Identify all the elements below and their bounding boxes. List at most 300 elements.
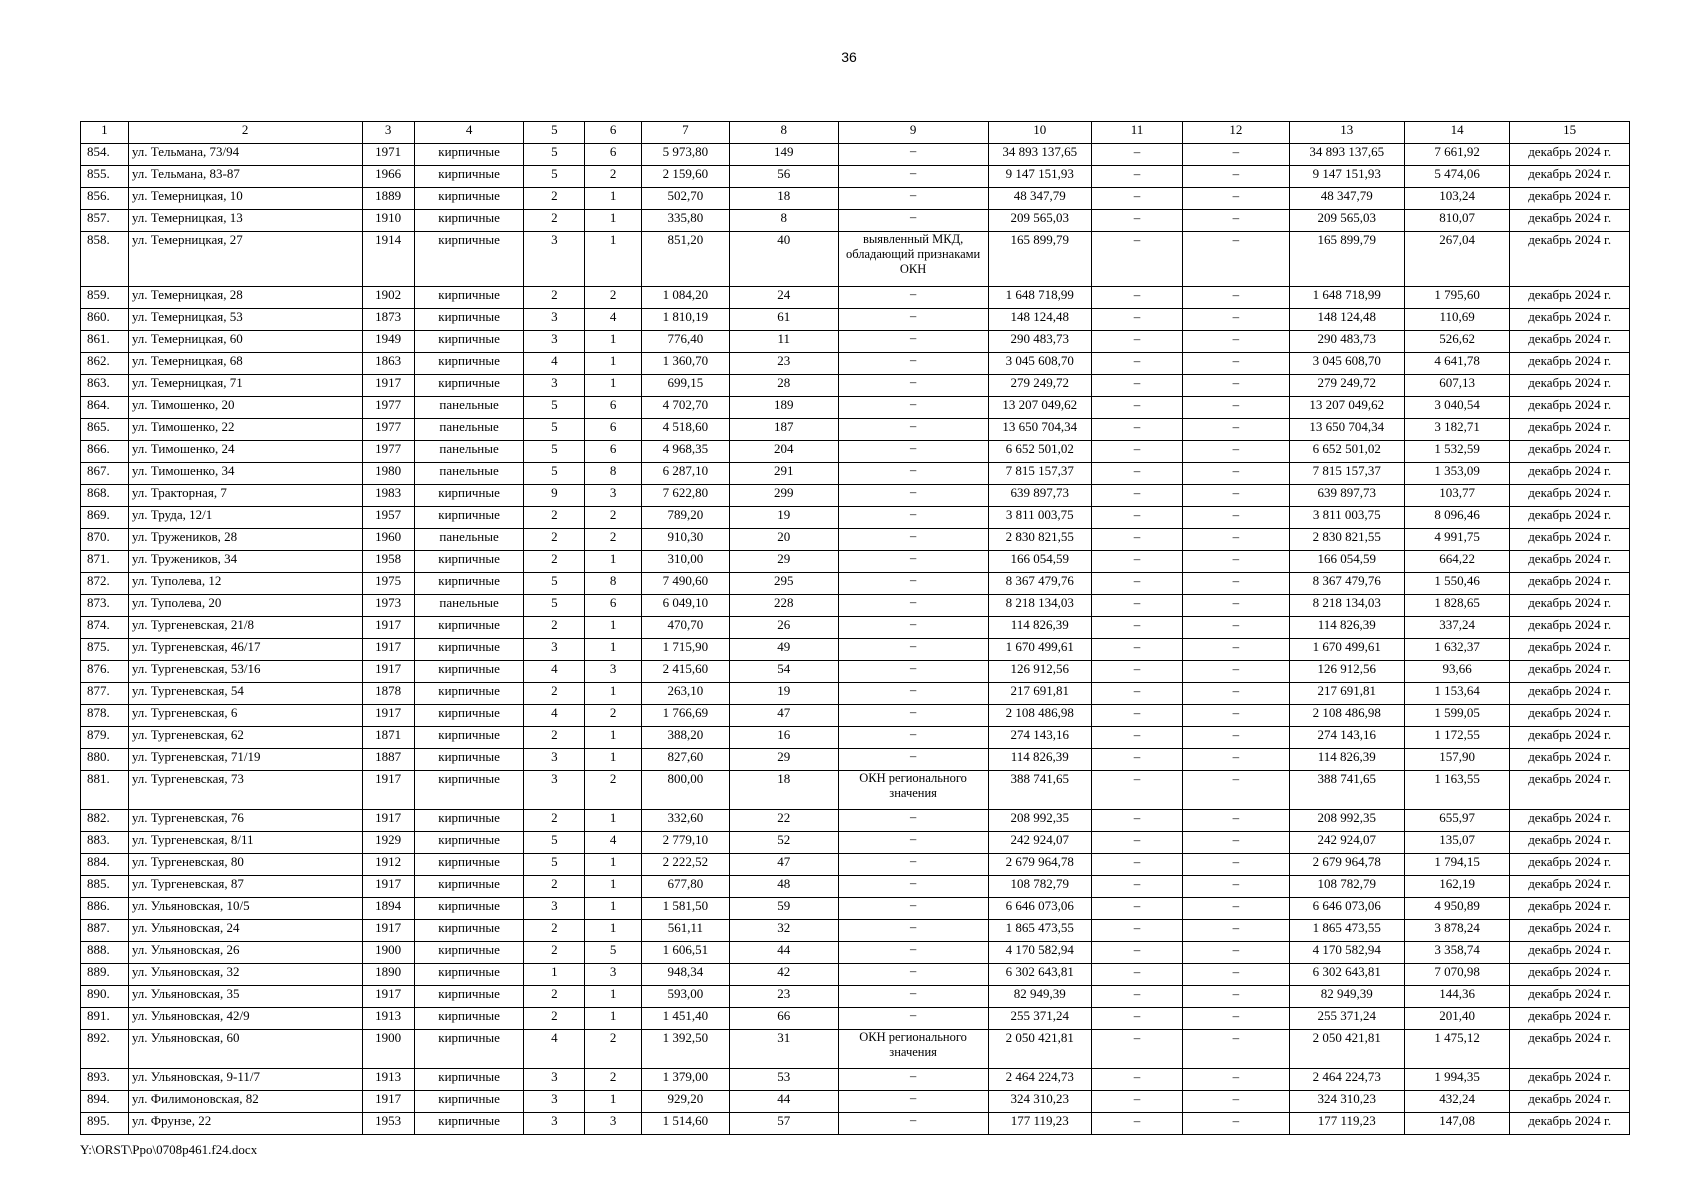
table-cell: 2 464 224,73 xyxy=(1289,1069,1404,1091)
table-cell: 892. xyxy=(81,1030,129,1069)
table-cell: кирпичные xyxy=(414,331,524,353)
table-cell: 910,30 xyxy=(641,529,729,551)
table-cell: – xyxy=(1091,419,1182,441)
column-header: 4 xyxy=(414,122,524,144)
table-cell: 1953 xyxy=(362,1113,414,1135)
table-cell: 1 xyxy=(585,876,642,898)
table-cell: выявленный МКД, обладающий признаками ОКН xyxy=(838,232,988,287)
table-cell: 52 xyxy=(729,832,838,854)
table-cell: 2 830 821,55 xyxy=(988,529,1091,551)
table-cell: декабрь 2024 г. xyxy=(1510,144,1630,166)
table-cell: 337,24 xyxy=(1404,617,1509,639)
table-cell: 110,69 xyxy=(1404,309,1509,331)
table-cell: ул. Ульяновская, 26 xyxy=(128,942,362,964)
table-cell: – xyxy=(1183,1030,1290,1069)
table-cell: 2 xyxy=(585,1030,642,1069)
table-cell: 19 xyxy=(729,507,838,529)
table-cell: 3 182,71 xyxy=(1404,419,1509,441)
table-cell: – xyxy=(838,942,988,964)
table-cell: 867. xyxy=(81,463,129,485)
table-cell: – xyxy=(1183,1069,1290,1091)
table-cell: ул. Тимошенко, 24 xyxy=(128,441,362,463)
table-cell: 871. xyxy=(81,551,129,573)
table-cell: – xyxy=(838,964,988,986)
table-cell: 255 371,24 xyxy=(988,1008,1091,1030)
table-cell: 1980 xyxy=(362,463,414,485)
table-row xyxy=(81,353,1630,375)
table-cell: 4 968,35 xyxy=(641,441,729,463)
table-cell: 866. xyxy=(81,441,129,463)
table-cell: 23 xyxy=(729,986,838,1008)
table-cell: 1 xyxy=(585,353,642,375)
table-cell: 103,24 xyxy=(1404,188,1509,210)
table-cell: 2 108 486,98 xyxy=(1289,705,1404,727)
table-cell: 1 xyxy=(585,375,642,397)
column-header: 13 xyxy=(1289,122,1404,144)
table-cell: декабрь 2024 г. xyxy=(1510,771,1630,810)
table-cell: 1 766,69 xyxy=(641,705,729,727)
table-cell: 13 207 049,62 xyxy=(1289,397,1404,419)
table-cell: 639 897,73 xyxy=(988,485,1091,507)
table-cell: 1 163,55 xyxy=(1404,771,1509,810)
table-cell: – xyxy=(1183,441,1290,463)
table-cell: – xyxy=(1183,727,1290,749)
table-cell: 13 207 049,62 xyxy=(988,397,1091,419)
table-cell: – xyxy=(1091,639,1182,661)
table-cell: 126 912,56 xyxy=(1289,661,1404,683)
table-cell: 2 xyxy=(585,507,642,529)
table-cell: 699,15 xyxy=(641,375,729,397)
table-cell: панельные xyxy=(414,463,524,485)
table-cell: 189 xyxy=(729,397,838,419)
table-cell: – xyxy=(1091,573,1182,595)
table-cell: ул. Темерницкая, 60 xyxy=(128,331,362,353)
table-cell: 332,60 xyxy=(641,810,729,832)
table-cell: 114 826,39 xyxy=(1289,749,1404,771)
table-cell: 1863 xyxy=(362,353,414,375)
table-cell: – xyxy=(1091,617,1182,639)
table-cell: 1 xyxy=(585,727,642,749)
table-cell: 3 xyxy=(524,1069,585,1091)
table-cell: 3 xyxy=(524,771,585,810)
table-cell: – xyxy=(1183,485,1290,507)
table-cell: 864. xyxy=(81,397,129,419)
table-cell: – xyxy=(1091,942,1182,964)
column-header: 10 xyxy=(988,122,1091,144)
table-cell: ул. Ульяновская, 60 xyxy=(128,1030,362,1069)
table-cell: 561,11 xyxy=(641,920,729,942)
table-cell: ОКН регионального значения xyxy=(838,1030,988,1069)
table-cell: 895. xyxy=(81,1113,129,1135)
table-cell: 2 679 964,78 xyxy=(1289,854,1404,876)
table-cell: 204 xyxy=(729,441,838,463)
table-cell: 1873 xyxy=(362,309,414,331)
table-cell: 3 xyxy=(524,309,585,331)
table-cell: – xyxy=(838,166,988,188)
table-cell: панельные xyxy=(414,595,524,617)
table-cell: 5 973,80 xyxy=(641,144,729,166)
table-cell: 8 xyxy=(585,573,642,595)
table-row xyxy=(81,876,1630,898)
table-cell: – xyxy=(838,705,988,727)
table-cell: 1957 xyxy=(362,507,414,529)
table-cell: декабрь 2024 г. xyxy=(1510,210,1630,232)
table-cell: декабрь 2024 г. xyxy=(1510,749,1630,771)
table-cell: – xyxy=(1183,920,1290,942)
table-cell: 1 xyxy=(585,331,642,353)
table-cell: 4 xyxy=(524,353,585,375)
table-cell: 1 xyxy=(585,210,642,232)
table-cell: – xyxy=(838,639,988,661)
table-cell: – xyxy=(1183,942,1290,964)
table-cell: декабрь 2024 г. xyxy=(1510,309,1630,331)
table-cell: 3 xyxy=(585,485,642,507)
table-row xyxy=(81,573,1630,595)
table-row xyxy=(81,551,1630,573)
table-cell: – xyxy=(1183,1091,1290,1113)
table-row xyxy=(81,1113,1630,1135)
table-cell: 1894 xyxy=(362,898,414,920)
table-cell: 877. xyxy=(81,683,129,705)
table-cell: 1977 xyxy=(362,441,414,463)
table-cell: 16 xyxy=(729,727,838,749)
table-cell: – xyxy=(1183,810,1290,832)
table-row xyxy=(81,898,1630,920)
table-cell: 1983 xyxy=(362,485,414,507)
table-cell: 1 xyxy=(585,920,642,942)
table-cell: 810,07 xyxy=(1404,210,1509,232)
table-cell: 1 xyxy=(585,1091,642,1113)
table-cell: 147,08 xyxy=(1404,1113,1509,1135)
column-header: 9 xyxy=(838,122,988,144)
table-cell: кирпичные xyxy=(414,661,524,683)
table-cell: ул. Тружеников, 28 xyxy=(128,529,362,551)
table-cell: – xyxy=(1183,964,1290,986)
table-cell: – xyxy=(838,210,988,232)
table-cell: 1917 xyxy=(362,771,414,810)
table-cell: 5 xyxy=(524,832,585,854)
table-cell: – xyxy=(1091,683,1182,705)
table-cell: ул. Тракторная, 7 xyxy=(128,485,362,507)
table-cell: – xyxy=(1091,876,1182,898)
table-cell: 664,22 xyxy=(1404,551,1509,573)
table-cell: 4 xyxy=(585,832,642,854)
table-cell: 1 599,05 xyxy=(1404,705,1509,727)
column-header: 5 xyxy=(524,122,585,144)
table-cell: 2 xyxy=(524,529,585,551)
table-cell: кирпичные xyxy=(414,898,524,920)
table-cell: 295 xyxy=(729,573,838,595)
table-cell: 1971 xyxy=(362,144,414,166)
table-cell: 1 865 473,55 xyxy=(988,920,1091,942)
table-cell: – xyxy=(1091,1008,1182,1030)
table-row xyxy=(81,705,1630,727)
table-cell: 6 287,10 xyxy=(641,463,729,485)
table-cell: 872. xyxy=(81,573,129,595)
table-cell: декабрь 2024 г. xyxy=(1510,287,1630,309)
table-cell: 1 084,20 xyxy=(641,287,729,309)
table-row xyxy=(81,331,1630,353)
table-cell: 1 794,15 xyxy=(1404,854,1509,876)
table-cell: 789,20 xyxy=(641,507,729,529)
table-cell: декабрь 2024 г. xyxy=(1510,727,1630,749)
table-cell: кирпичные xyxy=(414,942,524,964)
table-cell: – xyxy=(838,810,988,832)
table-row xyxy=(81,441,1630,463)
table-cell: 827,60 xyxy=(641,749,729,771)
column-header: 8 xyxy=(729,122,838,144)
table-cell: ул. Тургеневская, 6 xyxy=(128,705,362,727)
table-cell: – xyxy=(838,397,988,419)
table-cell: 1929 xyxy=(362,832,414,854)
table-cell: 857. xyxy=(81,210,129,232)
table-cell: 2 779,10 xyxy=(641,832,729,854)
table-cell: 870. xyxy=(81,529,129,551)
table-row xyxy=(81,144,1630,166)
table-cell: – xyxy=(1183,507,1290,529)
table-cell: 22 xyxy=(729,810,838,832)
table-cell: кирпичные xyxy=(414,507,524,529)
table-cell: 5 xyxy=(524,397,585,419)
table-cell: 3 xyxy=(585,661,642,683)
table-cell: ул. Темерницкая, 27 xyxy=(128,232,362,287)
table-cell: 881. xyxy=(81,771,129,810)
table-cell: 2 xyxy=(585,771,642,810)
table-cell: 3 xyxy=(524,375,585,397)
table-cell: 1 670 499,61 xyxy=(1289,639,1404,661)
table-cell: 44 xyxy=(729,1091,838,1113)
table-cell: 4 641,78 xyxy=(1404,353,1509,375)
table-cell: ул. Тимошенко, 20 xyxy=(128,397,362,419)
table-cell: 858. xyxy=(81,232,129,287)
table-cell: кирпичные xyxy=(414,1030,524,1069)
table-cell: декабрь 2024 г. xyxy=(1510,595,1630,617)
table-cell: – xyxy=(838,551,988,573)
table-cell: ул. Тургеневская, 80 xyxy=(128,854,362,876)
table-cell: – xyxy=(838,375,988,397)
table-cell: 299 xyxy=(729,485,838,507)
table-cell: – xyxy=(1091,898,1182,920)
table-cell: 209 565,03 xyxy=(988,210,1091,232)
table-row xyxy=(81,639,1630,661)
table-cell: декабрь 2024 г. xyxy=(1510,920,1630,942)
table-cell: 2 xyxy=(585,166,642,188)
table-cell: 1887 xyxy=(362,749,414,771)
table-cell: 6 049,10 xyxy=(641,595,729,617)
table-cell: 1917 xyxy=(362,810,414,832)
table-cell: 1913 xyxy=(362,1069,414,1091)
table-cell: кирпичные xyxy=(414,144,524,166)
table-cell: 114 826,39 xyxy=(988,749,1091,771)
table-cell: ул. Филимоновская, 82 xyxy=(128,1091,362,1113)
table-cell: – xyxy=(1183,1008,1290,1030)
table-cell: ул. Темерницкая, 10 xyxy=(128,188,362,210)
table-cell: – xyxy=(1183,683,1290,705)
table-row xyxy=(81,617,1630,639)
table-cell: 1 532,59 xyxy=(1404,441,1509,463)
table-cell: 2 xyxy=(524,920,585,942)
table-cell: – xyxy=(838,188,988,210)
table-cell: – xyxy=(838,986,988,1008)
table-cell: декабрь 2024 г. xyxy=(1510,551,1630,573)
table-cell: 8 218 134,03 xyxy=(988,595,1091,617)
table-cell: 28 xyxy=(729,375,838,397)
table-cell: 177 119,23 xyxy=(1289,1113,1404,1135)
table-cell: – xyxy=(1183,749,1290,771)
table-cell: декабрь 2024 г. xyxy=(1510,876,1630,898)
table-cell: – xyxy=(1091,529,1182,551)
table-cell: 2 xyxy=(524,727,585,749)
table-cell: 893. xyxy=(81,1069,129,1091)
table-cell: 2 xyxy=(524,287,585,309)
table-cell: 126 912,56 xyxy=(988,661,1091,683)
table-cell: 1917 xyxy=(362,876,414,898)
table-cell: 888. xyxy=(81,942,129,964)
table-cell: 162,19 xyxy=(1404,876,1509,898)
table-cell: – xyxy=(1091,463,1182,485)
table-cell: 1 648 718,99 xyxy=(1289,287,1404,309)
column-header: 2 xyxy=(128,122,362,144)
table-cell: ул. Ульяновская, 9-11/7 xyxy=(128,1069,362,1091)
table-cell: 894. xyxy=(81,1091,129,1113)
table-cell: – xyxy=(1091,749,1182,771)
table-cell: – xyxy=(1183,188,1290,210)
table-cell: 3 358,74 xyxy=(1404,942,1509,964)
table-cell: 890. xyxy=(81,986,129,1008)
table-cell: 208 992,35 xyxy=(1289,810,1404,832)
table-cell: 324 310,23 xyxy=(1289,1091,1404,1113)
table-cell: кирпичные xyxy=(414,210,524,232)
table-cell: декабрь 2024 г. xyxy=(1510,397,1630,419)
table-cell: 882. xyxy=(81,810,129,832)
table-cell: 889. xyxy=(81,964,129,986)
table-cell: 3 045 608,70 xyxy=(1289,353,1404,375)
table-cell: 2 xyxy=(585,529,642,551)
table-cell: 1917 xyxy=(362,1091,414,1113)
table-cell: кирпичные xyxy=(414,309,524,331)
table-cell: 66 xyxy=(729,1008,838,1030)
table-cell: ул. Темерницкая, 68 xyxy=(128,353,362,375)
table-cell: 263,10 xyxy=(641,683,729,705)
table-cell: кирпичные xyxy=(414,287,524,309)
table-cell: 856. xyxy=(81,188,129,210)
table-cell: – xyxy=(1091,1030,1182,1069)
table-cell: кирпичные xyxy=(414,1008,524,1030)
table-cell: 8 218 134,03 xyxy=(1289,595,1404,617)
table-cell: кирпичные xyxy=(414,854,524,876)
table-cell: – xyxy=(1183,986,1290,1008)
table-body xyxy=(81,144,1630,1135)
table-cell: 5 xyxy=(524,441,585,463)
table-cell: 5 xyxy=(524,166,585,188)
table-cell: – xyxy=(838,854,988,876)
table-cell: 876. xyxy=(81,661,129,683)
table-cell: 6 646 073,06 xyxy=(1289,898,1404,920)
table-cell: 93,66 xyxy=(1404,661,1509,683)
table-cell: ул. Тургеневская, 21/8 xyxy=(128,617,362,639)
table-row xyxy=(81,1069,1630,1091)
table-cell: кирпичные xyxy=(414,232,524,287)
table-cell: кирпичные xyxy=(414,551,524,573)
table-cell: 157,90 xyxy=(1404,749,1509,771)
table-cell: 47 xyxy=(729,854,838,876)
table-cell: – xyxy=(838,898,988,920)
table-cell: 2 xyxy=(524,617,585,639)
table-cell: – xyxy=(1183,832,1290,854)
table-row xyxy=(81,166,1630,188)
table-cell: декабрь 2024 г. xyxy=(1510,1113,1630,1135)
column-header: 12 xyxy=(1183,122,1290,144)
table-cell: 800,00 xyxy=(641,771,729,810)
table-cell: 1 xyxy=(585,683,642,705)
table-cell: 8 367 479,76 xyxy=(988,573,1091,595)
table-row xyxy=(81,397,1630,419)
table-cell: – xyxy=(1091,705,1182,727)
table-cell: 863. xyxy=(81,375,129,397)
table-cell: – xyxy=(1183,661,1290,683)
table-cell: 8 367 479,76 xyxy=(1289,573,1404,595)
table-cell: ул. Тургеневская, 62 xyxy=(128,727,362,749)
column-header: 15 xyxy=(1510,122,1630,144)
table-cell: ул. Труда, 12/1 xyxy=(128,507,362,529)
table-cell: 1949 xyxy=(362,331,414,353)
table-cell: 11 xyxy=(729,331,838,353)
table-cell: декабрь 2024 г. xyxy=(1510,188,1630,210)
table-row xyxy=(81,810,1630,832)
table-row xyxy=(81,287,1630,309)
table-cell: 29 xyxy=(729,749,838,771)
table-cell: – xyxy=(1183,771,1290,810)
table-cell: – xyxy=(1183,144,1290,166)
table-row xyxy=(81,771,1630,810)
table-cell: кирпичные xyxy=(414,188,524,210)
table-cell: 1 581,50 xyxy=(641,898,729,920)
table-cell: ул. Тургеневская, 53/16 xyxy=(128,661,362,683)
table-cell: 432,24 xyxy=(1404,1091,1509,1113)
table-cell: ул. Темерницкая, 53 xyxy=(128,309,362,331)
table-cell: – xyxy=(838,920,988,942)
table-cell: 57 xyxy=(729,1113,838,1135)
table-cell: – xyxy=(1183,331,1290,353)
table-cell: 3 xyxy=(524,639,585,661)
table-cell: кирпичные xyxy=(414,485,524,507)
table-cell: – xyxy=(838,419,988,441)
table-cell: 388 741,65 xyxy=(988,771,1091,810)
table-cell: 40 xyxy=(729,232,838,287)
table-cell: – xyxy=(1091,920,1182,942)
table-cell: 607,13 xyxy=(1404,375,1509,397)
table-cell: 1966 xyxy=(362,166,414,188)
table-cell: 54 xyxy=(729,661,838,683)
table-cell: – xyxy=(1091,375,1182,397)
table-cell: 165 899,79 xyxy=(1289,232,1404,287)
table-cell: 56 xyxy=(729,166,838,188)
table-cell: панельные xyxy=(414,441,524,463)
table-cell: кирпичные xyxy=(414,749,524,771)
table-cell: декабрь 2024 г. xyxy=(1510,419,1630,441)
table-cell: – xyxy=(1183,529,1290,551)
table-cell: 3 878,24 xyxy=(1404,920,1509,942)
table-cell: 274 143,16 xyxy=(988,727,1091,749)
table-cell: 255 371,24 xyxy=(1289,1008,1404,1030)
table-cell: – xyxy=(1091,1069,1182,1091)
table-cell: – xyxy=(838,144,988,166)
table-cell: 148 124,48 xyxy=(988,309,1091,331)
table-cell: 1 379,00 xyxy=(641,1069,729,1091)
table-cell: 1960 xyxy=(362,529,414,551)
table-cell: – xyxy=(1183,166,1290,188)
table-cell: 1 xyxy=(585,810,642,832)
